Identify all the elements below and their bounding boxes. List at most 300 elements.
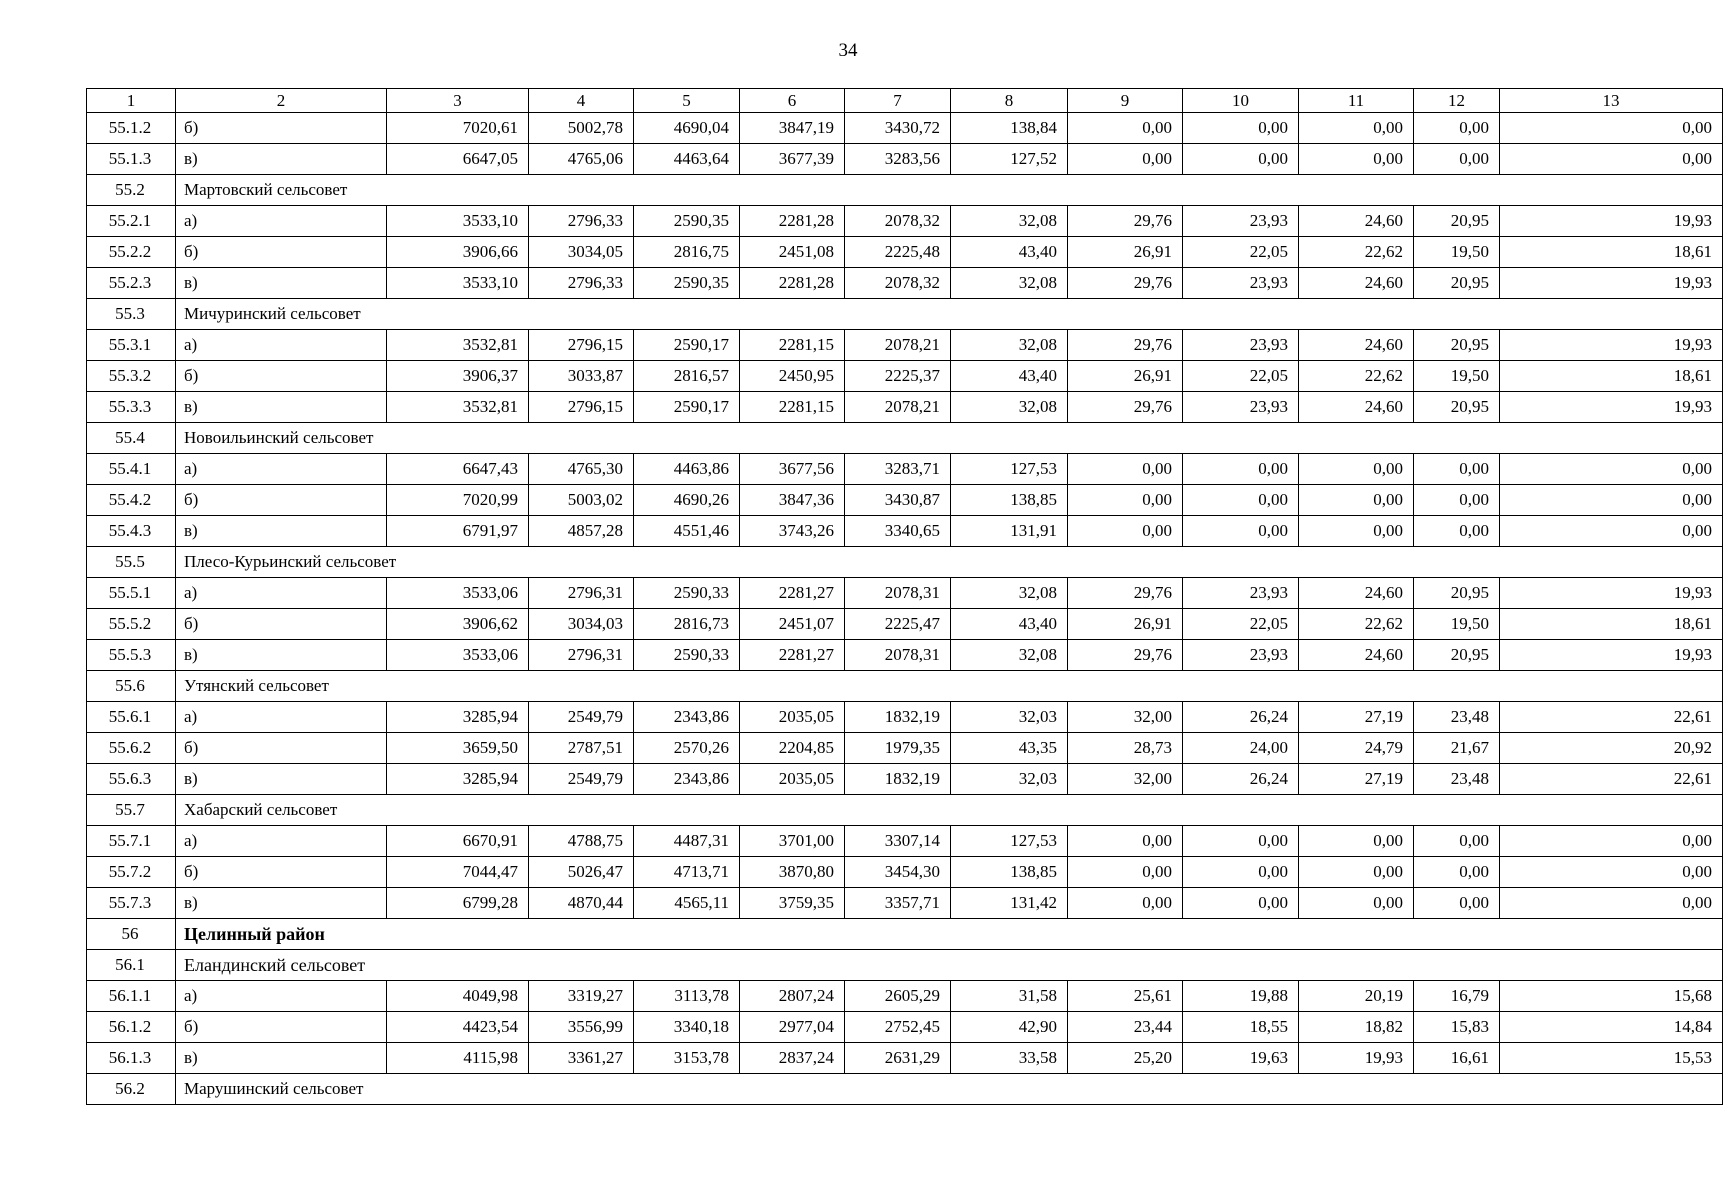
row-number: 55.6.3 [87,764,176,795]
column-header-row [87,89,1723,113]
table-cell-value: 0,00 [1414,454,1500,485]
row-number: 55.7.2 [87,857,176,888]
table-cell-value: 29,76 [1068,330,1183,361]
council-heading-row [87,1074,1723,1105]
row-number: 55.1.2 [87,113,176,144]
table-cell-value: 3556,99 [529,1012,634,1043]
row-number: 56 [87,919,176,950]
row-subitem-label: а) [176,981,387,1012]
row-number: 55.4.3 [87,516,176,547]
table-cell-value: 2590,17 [634,330,740,361]
tariff-table [86,88,1723,1105]
row-subitem-label: б) [176,113,387,144]
column-header: 8 [951,89,1068,113]
table-cell-value: 2343,86 [634,764,740,795]
row-number: 55.3 [87,299,176,330]
table-cell-value: 1832,19 [845,764,951,795]
table-cell-value: 23,93 [1183,330,1299,361]
table-cell-value: 0,00 [1068,857,1183,888]
table-cell-value: 2590,35 [634,268,740,299]
row-number: 55.4.1 [87,454,176,485]
table-row [87,1012,1723,1043]
table-cell-value: 31,58 [951,981,1068,1012]
table-row [87,113,1723,144]
table-cell-value: 2977,04 [740,1012,845,1043]
table-cell-value: 0,00 [1500,826,1723,857]
table-cell-value: 2281,27 [740,640,845,671]
table-cell-value: 19,93 [1500,640,1723,671]
row-subitem-label: в) [176,888,387,919]
row-number: 55.3.2 [87,361,176,392]
table-cell-value: 22,61 [1500,702,1723,733]
table-cell-value: 26,91 [1068,609,1183,640]
table-cell-value: 18,61 [1500,237,1723,268]
table-cell-value: 0,00 [1068,113,1183,144]
column-header: 4 [529,89,634,113]
row-number: 56.1.3 [87,1043,176,1074]
table-cell-value: 2225,48 [845,237,951,268]
table-cell-value: 20,95 [1414,206,1500,237]
table-cell-value: 2796,33 [529,268,634,299]
table-cell-value: 0,00 [1500,113,1723,144]
table-cell-value: 3847,36 [740,485,845,516]
table-cell-value: 3533,06 [387,640,529,671]
table-cell-value: 19,50 [1414,609,1500,640]
table-cell-value: 6647,43 [387,454,529,485]
table-cell-value: 19,93 [1500,330,1723,361]
table-cell-value: 2549,79 [529,702,634,733]
row-number: 55.4 [87,423,176,454]
table-cell-value: 4463,86 [634,454,740,485]
table-cell-value: 2281,15 [740,330,845,361]
table-cell-value: 24,00 [1183,733,1299,764]
table-row [87,764,1723,795]
table-cell-value: 32,00 [1068,702,1183,733]
column-header: 3 [387,89,529,113]
table-cell-value: 26,24 [1183,764,1299,795]
table-cell-value: 29,76 [1068,206,1183,237]
table-cell-value: 4565,11 [634,888,740,919]
table-cell-value: 131,42 [951,888,1068,919]
row-number: 56.1 [87,950,176,981]
column-header: 11 [1299,89,1414,113]
table-cell-value: 3283,71 [845,454,951,485]
table-cell-value: 33,58 [951,1043,1068,1074]
column-header: 2 [176,89,387,113]
table-cell-value: 15,68 [1500,981,1723,1012]
row-number: 55.2.1 [87,206,176,237]
table-cell-value: 2605,29 [845,981,951,1012]
table-cell-value: 24,79 [1299,733,1414,764]
table-cell-value: 3340,65 [845,516,951,547]
table-cell-value: 32,08 [951,578,1068,609]
table-row [87,981,1723,1012]
table-cell-value: 22,62 [1299,609,1414,640]
table-cell-value: 2816,75 [634,237,740,268]
table-cell-value: 3357,71 [845,888,951,919]
table-cell-value: 4713,71 [634,857,740,888]
table-cell-value: 2631,29 [845,1043,951,1074]
column-header: 12 [1414,89,1500,113]
table-cell-value: 2343,86 [634,702,740,733]
table-cell-value: 26,91 [1068,361,1183,392]
council-name: Утянский сельсовет [176,671,1723,702]
table-cell-value: 4463,64 [634,144,740,175]
table-row [87,516,1723,547]
row-subitem-label: б) [176,609,387,640]
table-cell-value: 0,00 [1183,454,1299,485]
row-number: 56.2 [87,1074,176,1105]
table-row [87,733,1723,764]
table-row [87,826,1723,857]
table-cell-value: 2752,45 [845,1012,951,1043]
row-subitem-label: а) [176,826,387,857]
table-cell-value: 127,53 [951,826,1068,857]
table-cell-value: 3033,87 [529,361,634,392]
table-cell-value: 3870,80 [740,857,845,888]
table-cell-value: 23,48 [1414,764,1500,795]
table-cell-value: 22,05 [1183,361,1299,392]
table-cell-value: 0,00 [1068,454,1183,485]
row-subitem-label: в) [176,764,387,795]
council-heading-row [87,547,1723,578]
table-cell-value: 2281,28 [740,206,845,237]
table-cell-value: 1979,35 [845,733,951,764]
table-cell-value: 3319,27 [529,981,634,1012]
table-cell-value: 32,08 [951,330,1068,361]
table-cell-value: 42,90 [951,1012,1068,1043]
table-cell-value: 23,93 [1183,268,1299,299]
table-row [87,206,1723,237]
table-cell-value: 2796,15 [529,330,634,361]
table-cell-value: 0,00 [1299,454,1414,485]
table-cell-value: 2035,05 [740,702,845,733]
row-number: 56.1.2 [87,1012,176,1043]
table-cell-value: 29,76 [1068,578,1183,609]
table-cell-value: 20,19 [1299,981,1414,1012]
table-cell-value: 3532,81 [387,392,529,423]
table-cell-value: 2281,27 [740,578,845,609]
table-cell-value: 2078,32 [845,268,951,299]
table-cell-value: 7020,99 [387,485,529,516]
table-cell-value: 0,00 [1299,888,1414,919]
table-cell-value: 20,95 [1414,578,1500,609]
council-name: Мичуринский сельсовет [176,299,1723,330]
table-cell-value: 0,00 [1183,857,1299,888]
table-cell-value: 2807,24 [740,981,845,1012]
table-cell-value: 21,67 [1414,733,1500,764]
table-cell-value: 2787,51 [529,733,634,764]
row-subitem-label: в) [176,144,387,175]
row-number: 56.1.1 [87,981,176,1012]
table-cell-value: 0,00 [1183,516,1299,547]
council-name: Мартовский сельсовет [176,175,1723,206]
district-heading-row [87,919,1723,950]
table-cell-value: 2549,79 [529,764,634,795]
table-cell-value: 3659,50 [387,733,529,764]
table-cell-value: 20,95 [1414,392,1500,423]
table-row [87,361,1723,392]
table-cell-value: 3532,81 [387,330,529,361]
table-cell-value: 3307,14 [845,826,951,857]
table-cell-value: 3906,66 [387,237,529,268]
table-cell-value: 19,93 [1500,578,1723,609]
table-cell-value: 0,00 [1414,144,1500,175]
table-cell-value: 43,40 [951,361,1068,392]
table-cell-value: 131,91 [951,516,1068,547]
table-cell-value: 2078,21 [845,392,951,423]
table-cell-value: 32,08 [951,206,1068,237]
row-subitem-label: а) [176,454,387,485]
table-cell-value: 3533,10 [387,206,529,237]
column-header: 9 [1068,89,1183,113]
table-cell-value: 0,00 [1414,516,1500,547]
table-cell-value: 0,00 [1500,857,1723,888]
table-cell-value: 0,00 [1068,888,1183,919]
table-cell-value: 22,62 [1299,237,1414,268]
table-cell-value: 32,08 [951,640,1068,671]
row-number: 55.7.3 [87,888,176,919]
table-cell-value: 20,95 [1414,268,1500,299]
table-cell-value: 28,73 [1068,733,1183,764]
row-subitem-label: а) [176,206,387,237]
table-cell-value: 0,00 [1500,888,1723,919]
table-cell-value: 27,19 [1299,764,1414,795]
table-cell-value: 4857,28 [529,516,634,547]
table-cell-value: 43,40 [951,237,1068,268]
table-cell-value: 32,03 [951,702,1068,733]
table-cell-value: 3034,05 [529,237,634,268]
row-subitem-label: а) [176,330,387,361]
table-cell-value: 3677,39 [740,144,845,175]
table-cell-value: 0,00 [1500,144,1723,175]
table-cell-value: 138,85 [951,485,1068,516]
table-cell-value: 2204,85 [740,733,845,764]
table-cell-value: 24,60 [1299,640,1414,671]
row-subitem-label: в) [176,516,387,547]
table-cell-value: 43,35 [951,733,1068,764]
column-header: 6 [740,89,845,113]
row-number: 55.7.1 [87,826,176,857]
table-cell-value: 0,00 [1183,888,1299,919]
table-cell-value: 4690,26 [634,485,740,516]
table-cell-value: 2590,33 [634,578,740,609]
table-cell-value: 2590,35 [634,206,740,237]
table-cell-value: 0,00 [1299,857,1414,888]
table-cell-value: 0,00 [1068,485,1183,516]
table-cell-value: 19,93 [1500,206,1723,237]
table-cell-value: 15,83 [1414,1012,1500,1043]
table-cell-value: 19,63 [1183,1043,1299,1074]
council-name: Еландинский сельсовет [176,950,1723,981]
row-subitem-label: б) [176,733,387,764]
table-cell-value: 3113,78 [634,981,740,1012]
table-cell-value: 2796,31 [529,578,634,609]
table-cell-value: 0,00 [1299,826,1414,857]
table-cell-value: 18,82 [1299,1012,1414,1043]
council-heading-row [87,175,1723,206]
table-cell-value: 43,40 [951,609,1068,640]
table-cell-value: 23,93 [1183,206,1299,237]
table-cell-value: 0,00 [1183,826,1299,857]
table-cell-value: 19,88 [1183,981,1299,1012]
table-cell-value: 19,93 [1500,268,1723,299]
column-header: 10 [1183,89,1299,113]
table-cell-value: 27,19 [1299,702,1414,733]
table-cell-value: 32,03 [951,764,1068,795]
table-cell-value: 4765,30 [529,454,634,485]
table-cell-value: 0,00 [1299,144,1414,175]
table-cell-value: 1832,19 [845,702,951,733]
table-cell-value: 3283,56 [845,144,951,175]
table-cell-value: 2796,31 [529,640,634,671]
table-cell-value: 23,44 [1068,1012,1183,1043]
row-subitem-label: б) [176,361,387,392]
table-cell-value: 2035,05 [740,764,845,795]
row-number: 55.2 [87,175,176,206]
council-heading-row [87,950,1723,981]
table-cell-value: 2225,37 [845,361,951,392]
table-cell-value: 32,00 [1068,764,1183,795]
council-heading-row [87,299,1723,330]
column-header: 13 [1500,89,1723,113]
table-cell-value: 6791,97 [387,516,529,547]
table-cell-value: 2078,21 [845,330,951,361]
column-header: 1 [87,89,176,113]
table-cell-value: 15,53 [1500,1043,1723,1074]
table-cell-value: 29,76 [1068,640,1183,671]
table-cell-value: 2281,15 [740,392,845,423]
table-cell-value: 2796,15 [529,392,634,423]
table-cell-value: 4551,46 [634,516,740,547]
table-cell-value: 3533,06 [387,578,529,609]
table-cell-value: 26,24 [1183,702,1299,733]
table-cell-value: 127,52 [951,144,1068,175]
table-cell-value: 2570,26 [634,733,740,764]
row-number: 55.2.3 [87,268,176,299]
table-cell-value: 5002,78 [529,113,634,144]
council-name: Марушинский сельсовет [176,1074,1723,1105]
table-row [87,144,1723,175]
table-cell-value: 3533,10 [387,268,529,299]
table-row [87,609,1723,640]
row-number: 55.2.2 [87,237,176,268]
row-number: 55.6.1 [87,702,176,733]
table-cell-value: 0,00 [1414,857,1500,888]
table-cell-value: 6799,28 [387,888,529,919]
table-cell-value: 0,00 [1068,826,1183,857]
table-cell-value: 32,08 [951,268,1068,299]
row-number: 55.6.2 [87,733,176,764]
table-cell-value: 20,95 [1414,330,1500,361]
table-cell-value: 29,76 [1068,392,1183,423]
table-cell-value: 0,00 [1299,485,1414,516]
table-cell-value: 0,00 [1068,144,1183,175]
council-heading-row [87,423,1723,454]
table-cell-value: 3153,78 [634,1043,740,1074]
council-heading-row [87,671,1723,702]
row-number: 55.3.1 [87,330,176,361]
table-cell-value: 4788,75 [529,826,634,857]
table-cell-value: 0,00 [1414,113,1500,144]
table-cell-value: 20,95 [1414,640,1500,671]
table-cell-value: 2816,73 [634,609,740,640]
table-row [87,888,1723,919]
row-subitem-label: а) [176,702,387,733]
table-row [87,237,1723,268]
table-cell-value: 0,00 [1414,485,1500,516]
row-subitem-label: в) [176,1043,387,1074]
table-cell-value: 24,60 [1299,392,1414,423]
table-cell-value: 4487,31 [634,826,740,857]
table-cell-value: 32,08 [951,392,1068,423]
column-header: 7 [845,89,951,113]
row-subitem-label: б) [176,857,387,888]
table-cell-value: 24,60 [1299,330,1414,361]
table-row [87,268,1723,299]
table-cell-value: 23,93 [1183,640,1299,671]
row-number: 55.6 [87,671,176,702]
table-cell-value: 19,93 [1500,392,1723,423]
row-number: 55.5 [87,547,176,578]
district-name: Целинный район [176,919,1723,950]
council-name: Плесо-Курьинский сельсовет [176,547,1723,578]
table-cell-value: 3285,94 [387,764,529,795]
table-cell-value: 3759,35 [740,888,845,919]
table-cell-value: 5003,02 [529,485,634,516]
table-cell-value: 3430,72 [845,113,951,144]
row-number: 55.1.3 [87,144,176,175]
table-cell-value: 22,05 [1183,609,1299,640]
table-cell-value: 22,05 [1183,237,1299,268]
table-cell-value: 127,53 [951,454,1068,485]
table-cell-value: 22,61 [1500,764,1723,795]
council-name: Новоильинский сельсовет [176,423,1723,454]
table-cell-value: 14,84 [1500,1012,1723,1043]
table-cell-value: 0,00 [1500,516,1723,547]
table-cell-value: 2590,17 [634,392,740,423]
table-cell-value: 0,00 [1183,144,1299,175]
table-cell-value: 4870,44 [529,888,634,919]
table-cell-value: 4049,98 [387,981,529,1012]
row-number: 55.5.1 [87,578,176,609]
row-subitem-label: б) [176,237,387,268]
row-number: 55.7 [87,795,176,826]
table-cell-value: 2078,31 [845,578,951,609]
table-row [87,702,1723,733]
table-cell-value: 4115,98 [387,1043,529,1074]
table-cell-value: 2796,33 [529,206,634,237]
table-row [87,392,1723,423]
table-cell-value: 7044,47 [387,857,529,888]
page-number: 34 [838,40,858,61]
table-cell-value: 3430,87 [845,485,951,516]
table-cell-value: 2451,07 [740,609,845,640]
table-row [87,1043,1723,1074]
column-header: 5 [634,89,740,113]
row-number: 55.4.2 [87,485,176,516]
table-row [87,485,1723,516]
table-cell-value: 25,20 [1068,1043,1183,1074]
table-cell-value: 0,00 [1183,485,1299,516]
table-cell-value: 3677,56 [740,454,845,485]
table-cell-value: 2078,32 [845,206,951,237]
row-subitem-label: б) [176,485,387,516]
table-cell-value: 0,00 [1068,516,1183,547]
table-cell-value: 23,48 [1414,702,1500,733]
table-cell-value: 2450,95 [740,361,845,392]
table-cell-value: 20,92 [1500,733,1723,764]
